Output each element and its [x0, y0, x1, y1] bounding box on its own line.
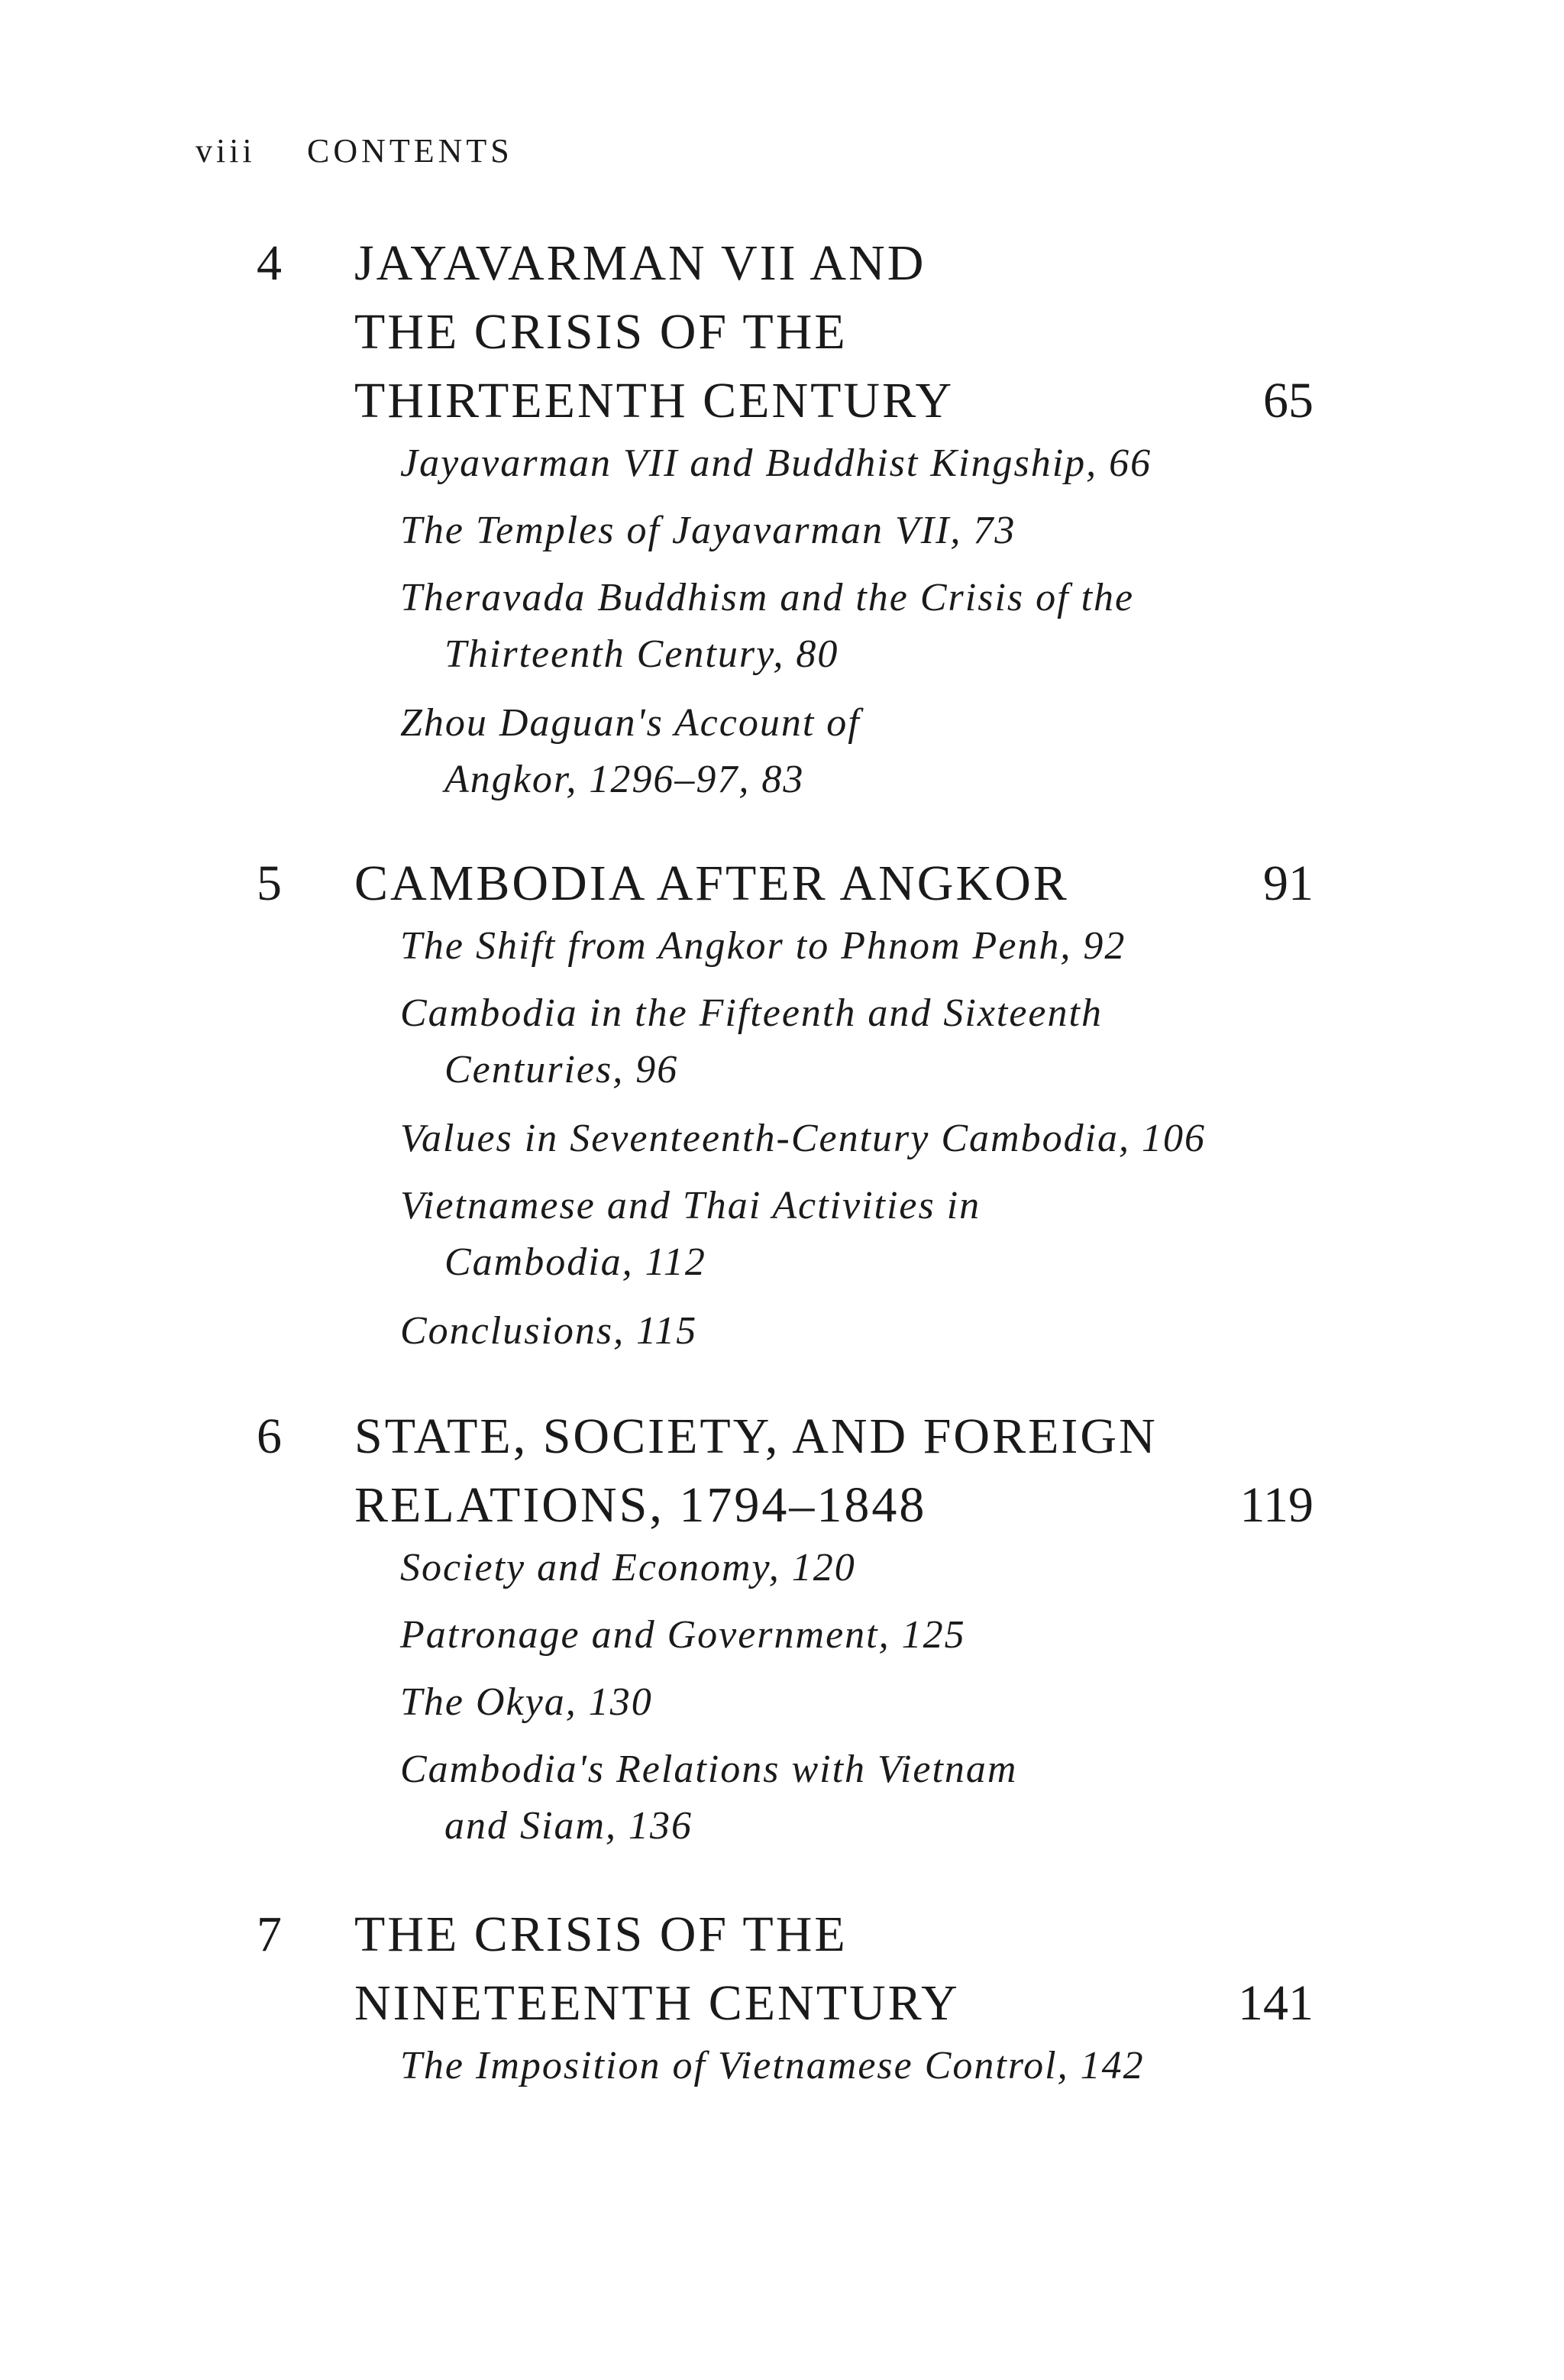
section-line-continued: Thirteenth Century, 80	[444, 632, 839, 676]
section-line: Vietnamese and Thai Activities in	[400, 1184, 981, 1227]
chapter-title-line: RELATIONS, 1794–1848	[354, 1477, 927, 1533]
running-head-title: CONTENTS	[307, 132, 513, 170]
chapter-page-number: 65	[1263, 373, 1314, 428]
section-entry	[400, 1178, 981, 1291]
chapter-title-line: THE CRISIS OF THE	[354, 304, 848, 360]
section-line: Society and Economy, 120	[400, 1546, 856, 1589]
section-line: The Temples of Jayavarman VII, 73	[400, 509, 1016, 552]
section-entry	[400, 918, 1126, 975]
section-entry	[400, 503, 1016, 559]
chapter-title	[354, 1900, 1240, 2038]
section-entry	[400, 985, 1103, 1098]
page-folio: viii	[196, 132, 256, 170]
section-line-continued: Angkor, 1296–97, 83	[444, 758, 805, 801]
section-entry	[400, 1303, 697, 1360]
section-line: Values in Seventeenth-Century Cambodia, 106	[400, 1117, 1207, 1160]
section-line: Cambodia's Relations with Vietnam	[400, 1748, 1018, 1791]
section-line: Jayavarman VII and Buddhist Kingship, 66	[400, 441, 1152, 485]
section-entry	[400, 2038, 1145, 2094]
chapter-number: 4	[257, 235, 282, 291]
chapter-page-number: 119	[1239, 1477, 1314, 1533]
chapter-title	[354, 849, 1240, 918]
section-line: Zhou Daguan's Account of	[400, 701, 861, 745]
section-entry	[400, 570, 1134, 683]
chapter-page-number: 141	[1238, 1975, 1314, 2031]
section-line-continued: and Siam, 136	[444, 1804, 693, 1848]
section-line-continued: Centuries, 96	[444, 1048, 679, 1091]
section-line: The Okya, 130	[400, 1680, 653, 1724]
section-entry	[400, 695, 861, 808]
section-line: Conclusions, 115	[400, 1309, 698, 1353]
section-line: Patronage and Government, 125	[400, 1613, 966, 1657]
section-entry	[400, 1111, 1206, 1167]
chapter-title-line: NINETEENTH CENTURY	[354, 1975, 960, 2031]
section-entry	[400, 1741, 1017, 1855]
chapter-page-number: 91	[1263, 855, 1314, 911]
section-entry	[400, 1607, 966, 1664]
chapter-number: 5	[257, 855, 282, 911]
section-line: The Imposition of Vietnamese Control, 142	[400, 2044, 1145, 2087]
chapter-title-line: STATE, SOCIETY, AND FOREIGN	[354, 1408, 1158, 1464]
section-entry	[400, 1674, 653, 1731]
section-line-continued: Cambodia, 112	[444, 1240, 706, 1284]
chapter-title-line: CAMBODIA AFTER ANGKOR	[354, 855, 1069, 911]
section-line: The Shift from Angkor to Phnom Penh, 92	[400, 924, 1126, 968]
chapter-title-line: JAYAVARMAN VII AND	[354, 235, 926, 291]
chapter-number: 6	[257, 1408, 282, 1464]
section-entry	[400, 1540, 856, 1596]
chapter-number: 7	[257, 1906, 282, 1962]
section-entry	[400, 435, 1152, 492]
section-line: Theravada Buddhism and the Crisis of the	[400, 576, 1135, 619]
chapter-title-line: THE CRISIS OF THE	[354, 1906, 848, 1962]
chapter-title-line: THIRTEENTH CENTURY	[354, 373, 955, 428]
chapter-title	[354, 229, 1240, 435]
chapter-title	[354, 1402, 1240, 1540]
section-line: Cambodia in the Fifteenth and Sixteenth	[400, 991, 1103, 1035]
running-head	[196, 128, 513, 174]
